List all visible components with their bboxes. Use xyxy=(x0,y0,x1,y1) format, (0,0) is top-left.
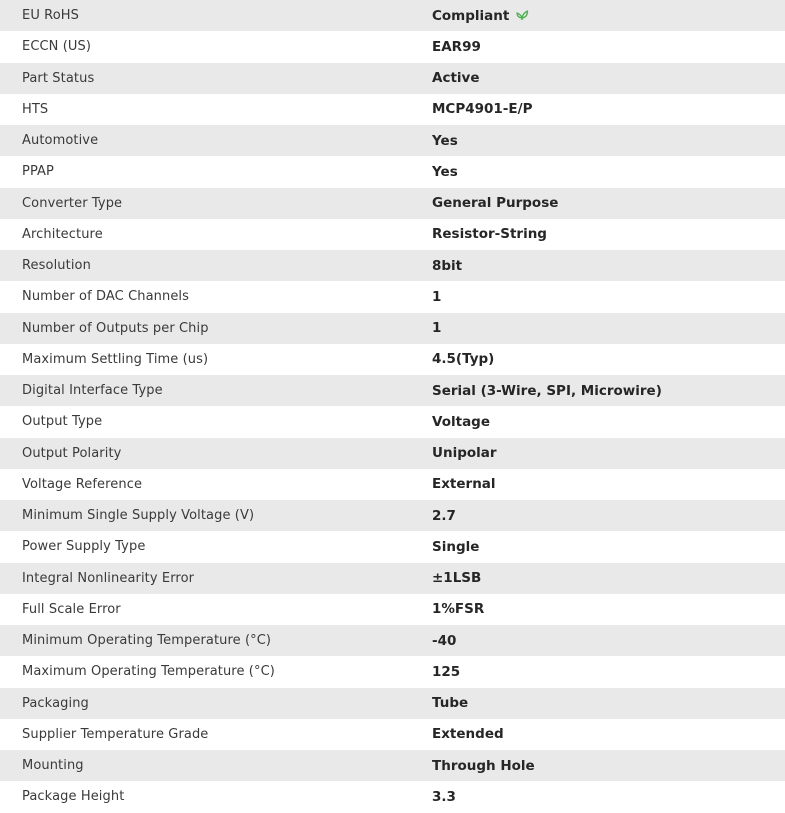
table-row xyxy=(0,438,785,469)
table-row xyxy=(0,719,785,750)
table-row xyxy=(0,375,785,406)
table-row xyxy=(0,31,785,62)
spec-value-text: Extended xyxy=(432,726,504,743)
spec-value-text: -40 xyxy=(432,632,457,649)
spec-name: PPAP xyxy=(22,164,54,180)
leaf-icon xyxy=(515,9,529,21)
table-row xyxy=(0,0,785,31)
spec-value xyxy=(432,500,785,531)
spec-name: Digital Interface Type xyxy=(22,383,163,399)
spec-value-text: 1%FSR xyxy=(432,601,485,618)
spec-value xyxy=(432,656,785,687)
table-row xyxy=(0,63,785,94)
spec-value-text: 1 xyxy=(432,288,442,305)
spec-value-text: Serial (3-Wire, SPI, Microwire) xyxy=(432,382,662,399)
spec-name: HTS xyxy=(22,101,49,117)
spec-value-text: Active xyxy=(432,70,480,87)
spec-name: Automotive xyxy=(22,133,99,149)
table-row xyxy=(0,688,785,719)
spec-name: Output Polarity xyxy=(22,445,122,461)
spec-name: Converter Type xyxy=(22,195,123,211)
spec-name: Maximum Settling Time (us) xyxy=(22,351,209,367)
spec-value xyxy=(432,63,785,94)
spec-name: Number of Outputs per Chip xyxy=(22,320,209,336)
spec-name: Maximum Operating Temperature (°C) xyxy=(22,664,275,680)
spec-value xyxy=(432,594,785,625)
spec-name: Packaging xyxy=(22,695,89,711)
spec-name: Power Supply Type xyxy=(22,539,146,555)
spec-value xyxy=(432,344,785,375)
spec-name: Mounting xyxy=(22,758,84,774)
spec-value xyxy=(432,0,785,31)
table-row xyxy=(0,406,785,437)
table-row xyxy=(0,281,785,312)
spec-value-text: 4.5(Typ) xyxy=(432,351,495,368)
spec-value-text: Voltage xyxy=(432,413,490,430)
spec-value xyxy=(432,156,785,187)
table-row xyxy=(0,656,785,687)
spec-value xyxy=(432,125,785,156)
spec-value xyxy=(432,375,785,406)
spec-value xyxy=(432,250,785,281)
spec-name: Package Height xyxy=(22,789,125,805)
table-row xyxy=(0,594,785,625)
spec-value-text: MCP4901-E/P xyxy=(432,101,533,118)
spec-value xyxy=(432,563,785,594)
spec-value xyxy=(432,625,785,656)
table-row xyxy=(0,219,785,250)
spec-name: Output Type xyxy=(22,414,103,430)
table-row xyxy=(0,469,785,500)
table-row xyxy=(0,94,785,125)
spec-value-text: Yes xyxy=(432,132,458,149)
spec-value-text: Unipolar xyxy=(432,445,497,462)
spec-value-text: Resistor-String xyxy=(432,226,547,243)
spec-name: Full Scale Error xyxy=(22,601,121,617)
spec-value-text: 2.7 xyxy=(432,507,456,524)
table-row xyxy=(0,188,785,219)
spec-value xyxy=(432,31,785,62)
spec-value-text: General Purpose xyxy=(432,195,559,212)
table-row xyxy=(0,125,785,156)
spec-value-text: Single xyxy=(432,538,480,555)
spec-value-text: Tube xyxy=(432,695,469,712)
spec-value xyxy=(432,688,785,719)
spec-value xyxy=(432,313,785,344)
spec-name: Resolution xyxy=(22,258,91,274)
spec-value xyxy=(432,750,785,781)
spec-value-text: Compliant xyxy=(432,7,510,24)
table-row xyxy=(0,563,785,594)
spec-value-text: Through Hole xyxy=(432,757,535,774)
spec-name: Voltage Reference xyxy=(22,476,143,492)
spec-value xyxy=(432,719,785,750)
spec-name: EU RoHS xyxy=(22,8,79,24)
spec-value-text: EAR99 xyxy=(432,38,481,55)
spec-value-text: ±1LSB xyxy=(432,570,482,587)
spec-value xyxy=(432,406,785,437)
spec-name: Number of DAC Channels xyxy=(22,289,190,305)
table-row xyxy=(0,313,785,344)
spec-name: ECCN (US) xyxy=(22,39,92,55)
spec-name: Part Status xyxy=(22,70,95,86)
spec-value xyxy=(432,94,785,125)
spec-value xyxy=(432,219,785,250)
spec-value-text: 1 xyxy=(432,320,442,337)
spec-name: Integral Nonlinearity Error xyxy=(22,570,195,586)
spec-value-text: External xyxy=(432,476,496,493)
table-row xyxy=(0,531,785,562)
spec-value xyxy=(432,188,785,219)
table-row xyxy=(0,344,785,375)
spec-name: Architecture xyxy=(22,226,103,242)
table-row xyxy=(0,500,785,531)
spec-value-text: 125 xyxy=(432,663,461,680)
spec-value-text: 8bit xyxy=(432,257,463,274)
spec-value xyxy=(432,438,785,469)
table-row xyxy=(0,750,785,781)
spec-value-text: Yes xyxy=(432,163,458,180)
table-row xyxy=(0,781,785,812)
spec-name: Supplier Temperature Grade xyxy=(22,726,209,742)
spec-name: Minimum Operating Temperature (°C) xyxy=(22,633,272,649)
table-row xyxy=(0,625,785,656)
spec-value xyxy=(432,469,785,500)
spec-name: Minimum Single Supply Voltage (V) xyxy=(22,508,255,524)
spec-value xyxy=(432,781,785,812)
spec-value xyxy=(432,281,785,312)
table-row xyxy=(0,156,785,187)
spec-value-text: 3.3 xyxy=(432,788,456,805)
table-row xyxy=(0,250,785,281)
spec-value xyxy=(432,531,785,562)
